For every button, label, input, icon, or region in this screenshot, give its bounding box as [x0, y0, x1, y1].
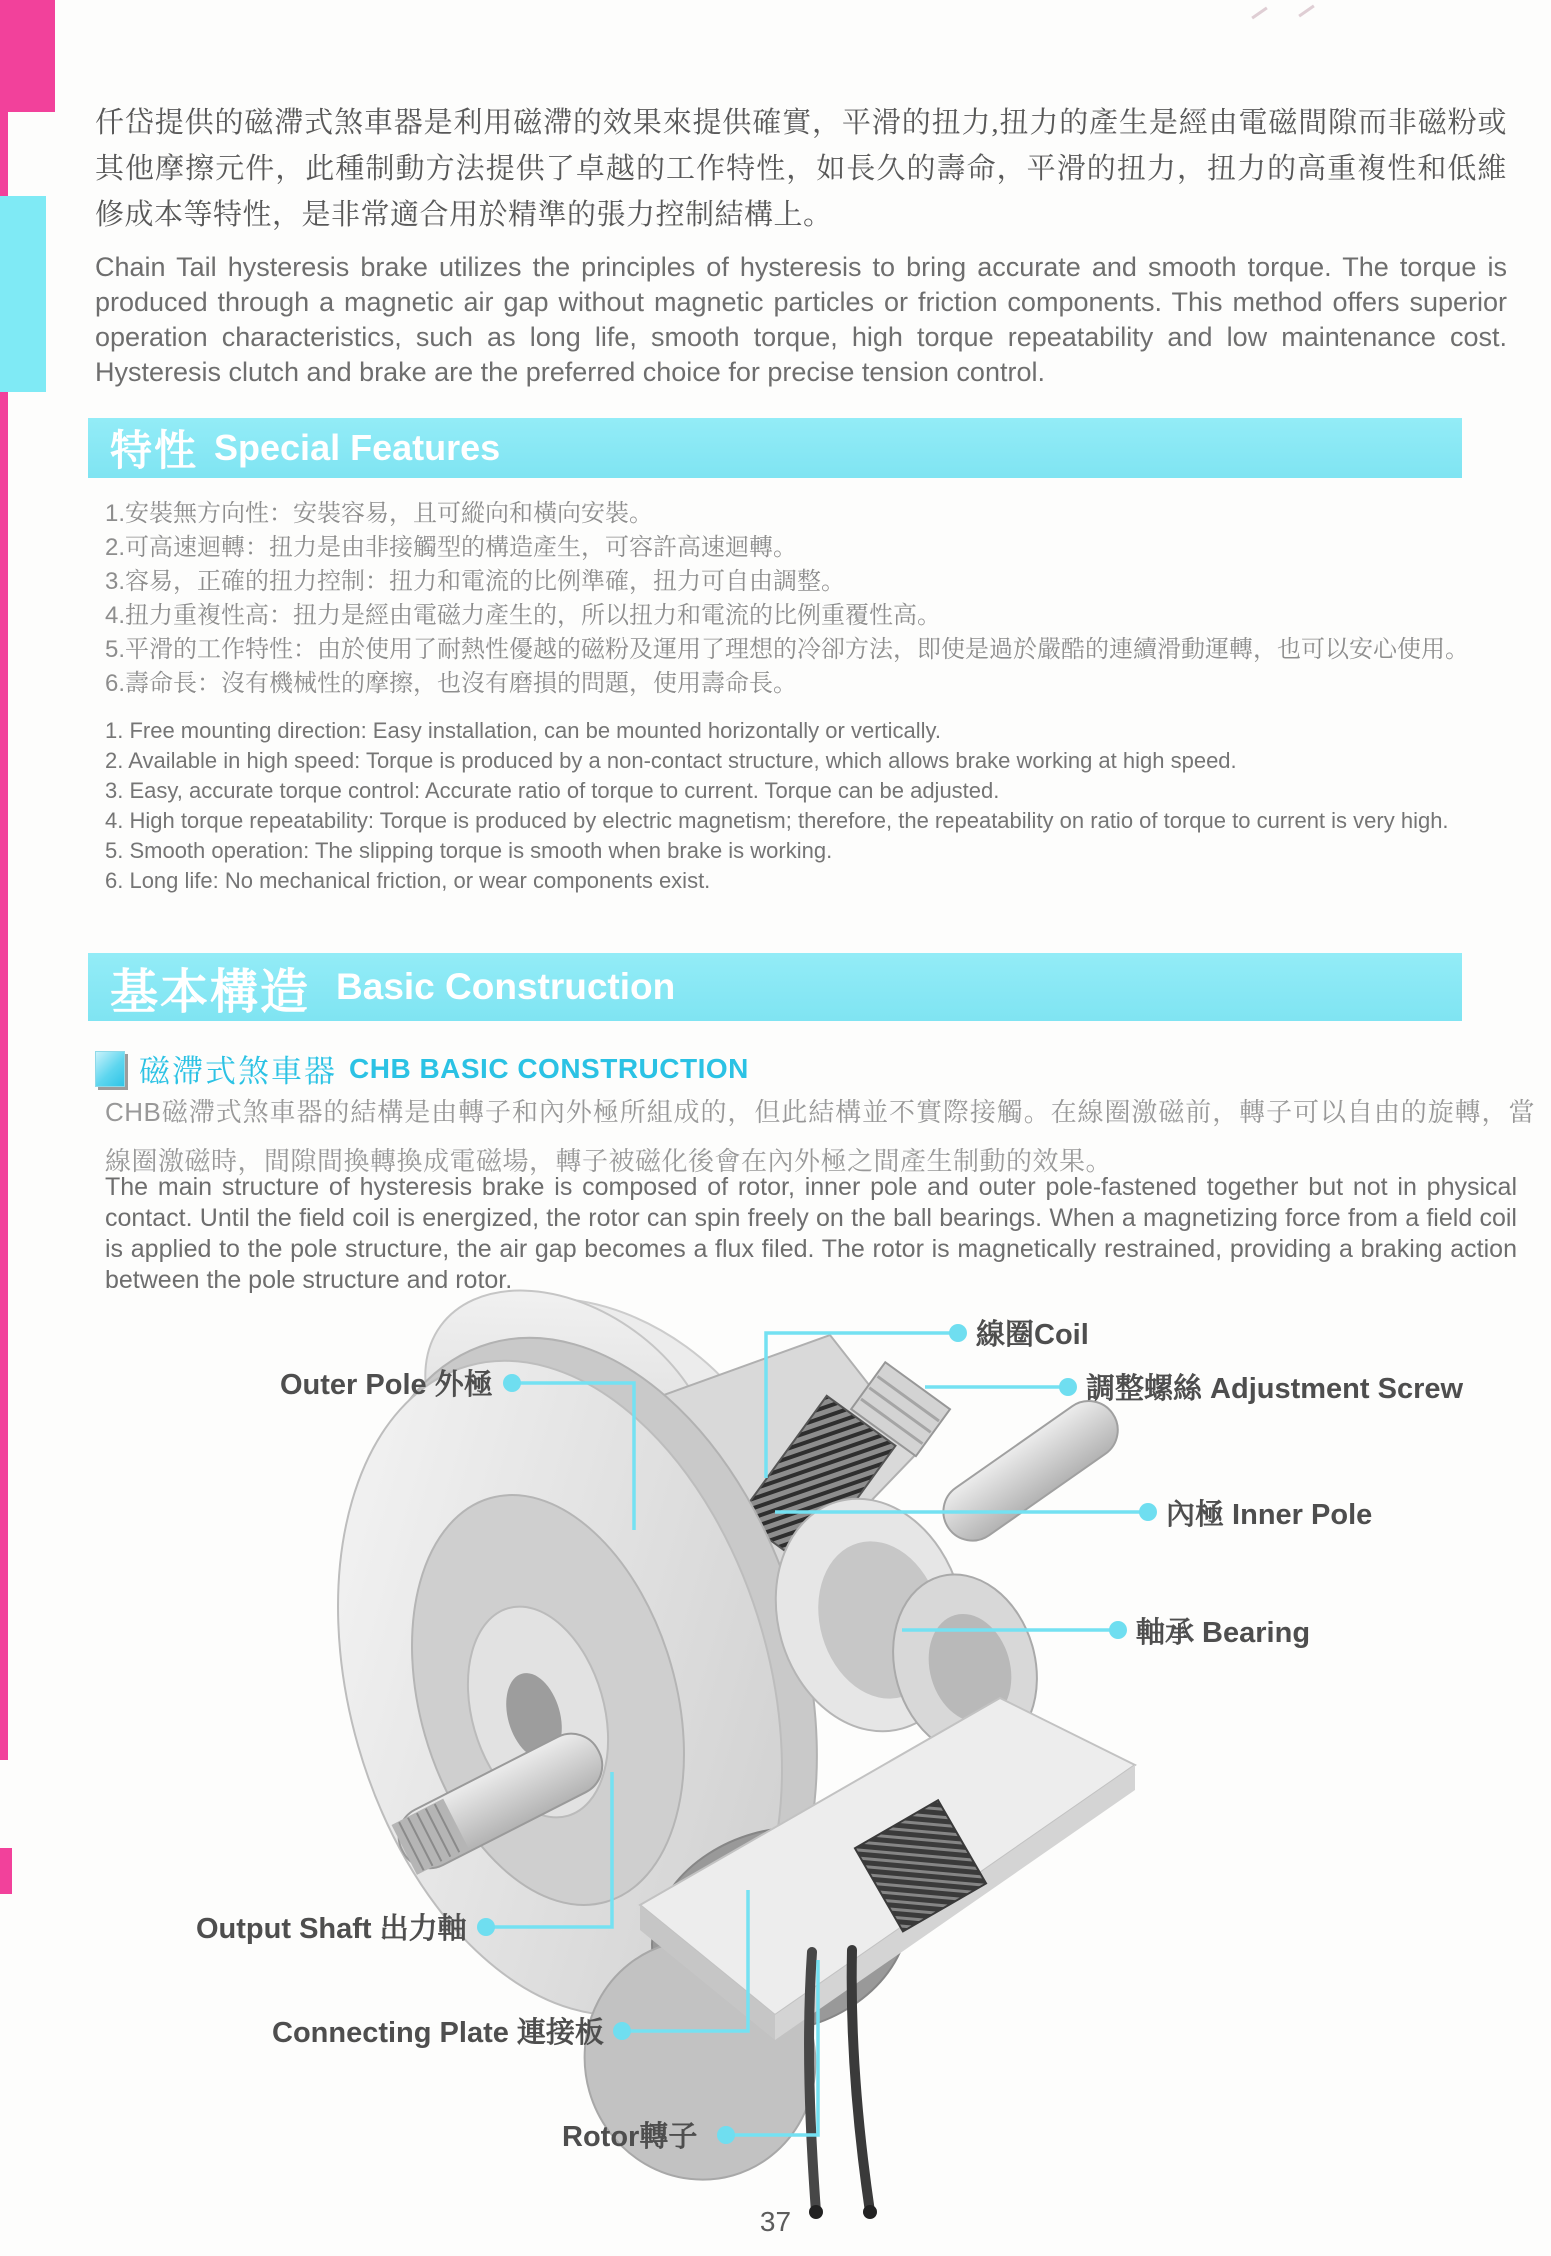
- chb-description-en: The main structure of hysteresis brake is composed of rotor, inner pole and outer pole-fastened together but not in physical contact. Until the field coil is energized, the rotor can spin freely on the ball bearings. When a magnetizing force from a field coil is applied to the pole structure, the air gap becomes a flux filed. The rotor is magnetically restrained, providing a braking action between the pole structure and rotor.: [105, 1173, 1517, 1294]
- section-title-en: Basic Construction: [336, 966, 676, 1007]
- feature-item-en: 2. Available in high speed: Torque is produced by a non-contact structure, which allows brake working at high speed.: [105, 748, 1237, 773]
- chb-description-zh: CHB磁滯式煞車器的結構是由轉子和內外極所組成的，但此結構並不實際接觸。在線圈激磁前，轉子可以自由的旋轉，當線圈激磁時，間隙間換轉換成電磁場，轉子被磁化後會在內外極之間產生制動的效果。: [105, 1097, 1535, 1176]
- intro-paragraph-zh: 仟岱提供的磁滯式煞車器是利用磁滯的效果來提供確實，平滑的扭力,扭力的產生是經由電磁間隙而非磁粉或其他摩擦元件，此種制動方法提供了卓越的工作特性，如長久的壽命，平滑的扭力，扭力的高重複性和低維修成本等特性，是非常適合用於精準的張力控制結構上。: [95, 107, 1507, 231]
- feature-item-zh: 3.容易，正確的扭力控制：扭力和電流的比例準確，扭力可自由調整。: [105, 568, 846, 595]
- label-coil: 線圈Coil: [976, 1319, 1089, 1351]
- section-header-special-features: [88, 418, 1462, 478]
- feature-item-en: 4. High torque repeatability: Torque is produced by electric magnetism; therefore, the repeatability on ratio of torque to current is very high.: [105, 808, 1449, 833]
- scan-corner-block: [0, 0, 55, 112]
- label-bearing: 軸承 Bearing: [1136, 1617, 1311, 1649]
- chb-subheading: [95, 1046, 749, 1091]
- feature-list-en: [105, 716, 1545, 896]
- section-title-zh: 基本構造: [110, 965, 311, 1019]
- section-header-basic-construction: [88, 953, 1462, 1021]
- feature-item-zh: 4.扭力重複性高：扭力是經由電磁力產生的，所以扭力和電流的比例重覆性高。: [105, 602, 942, 629]
- label-output-shaft: Output Shaft 出力軸: [196, 1913, 467, 1945]
- feature-list-zh: [105, 497, 1535, 701]
- section-title-zh: 特性: [110, 427, 199, 474]
- machine-illustration: [266, 1280, 1135, 2219]
- cyan-square-icon: [95, 1051, 125, 1087]
- feature-item-zh: 1.安裝無方向性：安裝容易，且可縱向和橫向安裝。: [105, 500, 654, 527]
- label-adjustment-screw: 調整螺絲 Adjustment Screw: [1086, 1373, 1464, 1405]
- brake-construction-diagram: [0, 1280, 1551, 2256]
- label-inner-pole: 內極 Inner Pole: [1166, 1499, 1373, 1531]
- feature-item-en: 5. Smooth operation: The slipping torque is smooth when brake is working.: [105, 838, 833, 863]
- label-outer-pole: Outer Pole 外極: [280, 1369, 493, 1401]
- label-rotor: Rotor轉子: [562, 2121, 698, 2153]
- feature-item-en: 6. Long life: No mechanical friction, or wear components exist.: [105, 868, 711, 893]
- scan-mark: [1251, 7, 1267, 20]
- section-title-en: Special Features: [214, 427, 501, 468]
- feature-item-zh: 2.可高速迴轉：扭力是由非接觸型的構造產生，可容許高速迴轉。: [105, 534, 798, 561]
- feature-item-zh: 5.平滑的工作特性：由於使用了耐熱性優越的磁粉及運用了理想的冷卻方法，即使是過於嚴酷的連續滑動運轉，也可以安心使用。: [105, 636, 1470, 663]
- intro-paragraph-en: Chain Tail hysteresis brake utilizes the principles of hysteresis to bring accurate and smooth torque. The torque is produced through a magnetic air gap without magnetic particles or friction components. This method offers superior operation characteristics, such as long life, smooth torque, high torque repeatability and low maintenance cost. Hysteresis clutch and brake are the preferred choice for precise tension control.: [95, 252, 1507, 387]
- feature-item-en: 1. Free mounting direction: Easy installation, can be mounted horizontally or vertically.: [105, 718, 942, 743]
- feature-item-zh: 6.壽命長：沒有機械性的摩擦，也沒有磨損的問題，使用壽命長。: [105, 670, 798, 697]
- chb-subheading-en: CHB BASIC CONSTRUCTION: [349, 1052, 749, 1084]
- scan-mark: [1298, 5, 1314, 18]
- label-connecting-plate: Connecting Plate 連接板: [272, 2017, 604, 2049]
- feature-item-en: 3. Easy, accurate torque control: Accurate ratio of torque to current. Torque can be adjusted.: [105, 778, 1000, 803]
- scan-cyan-tab: [0, 196, 46, 392]
- chb-subheading-zh: 磁滯式煞車器: [139, 1054, 337, 1089]
- page-number: 37: [759, 2206, 792, 2237]
